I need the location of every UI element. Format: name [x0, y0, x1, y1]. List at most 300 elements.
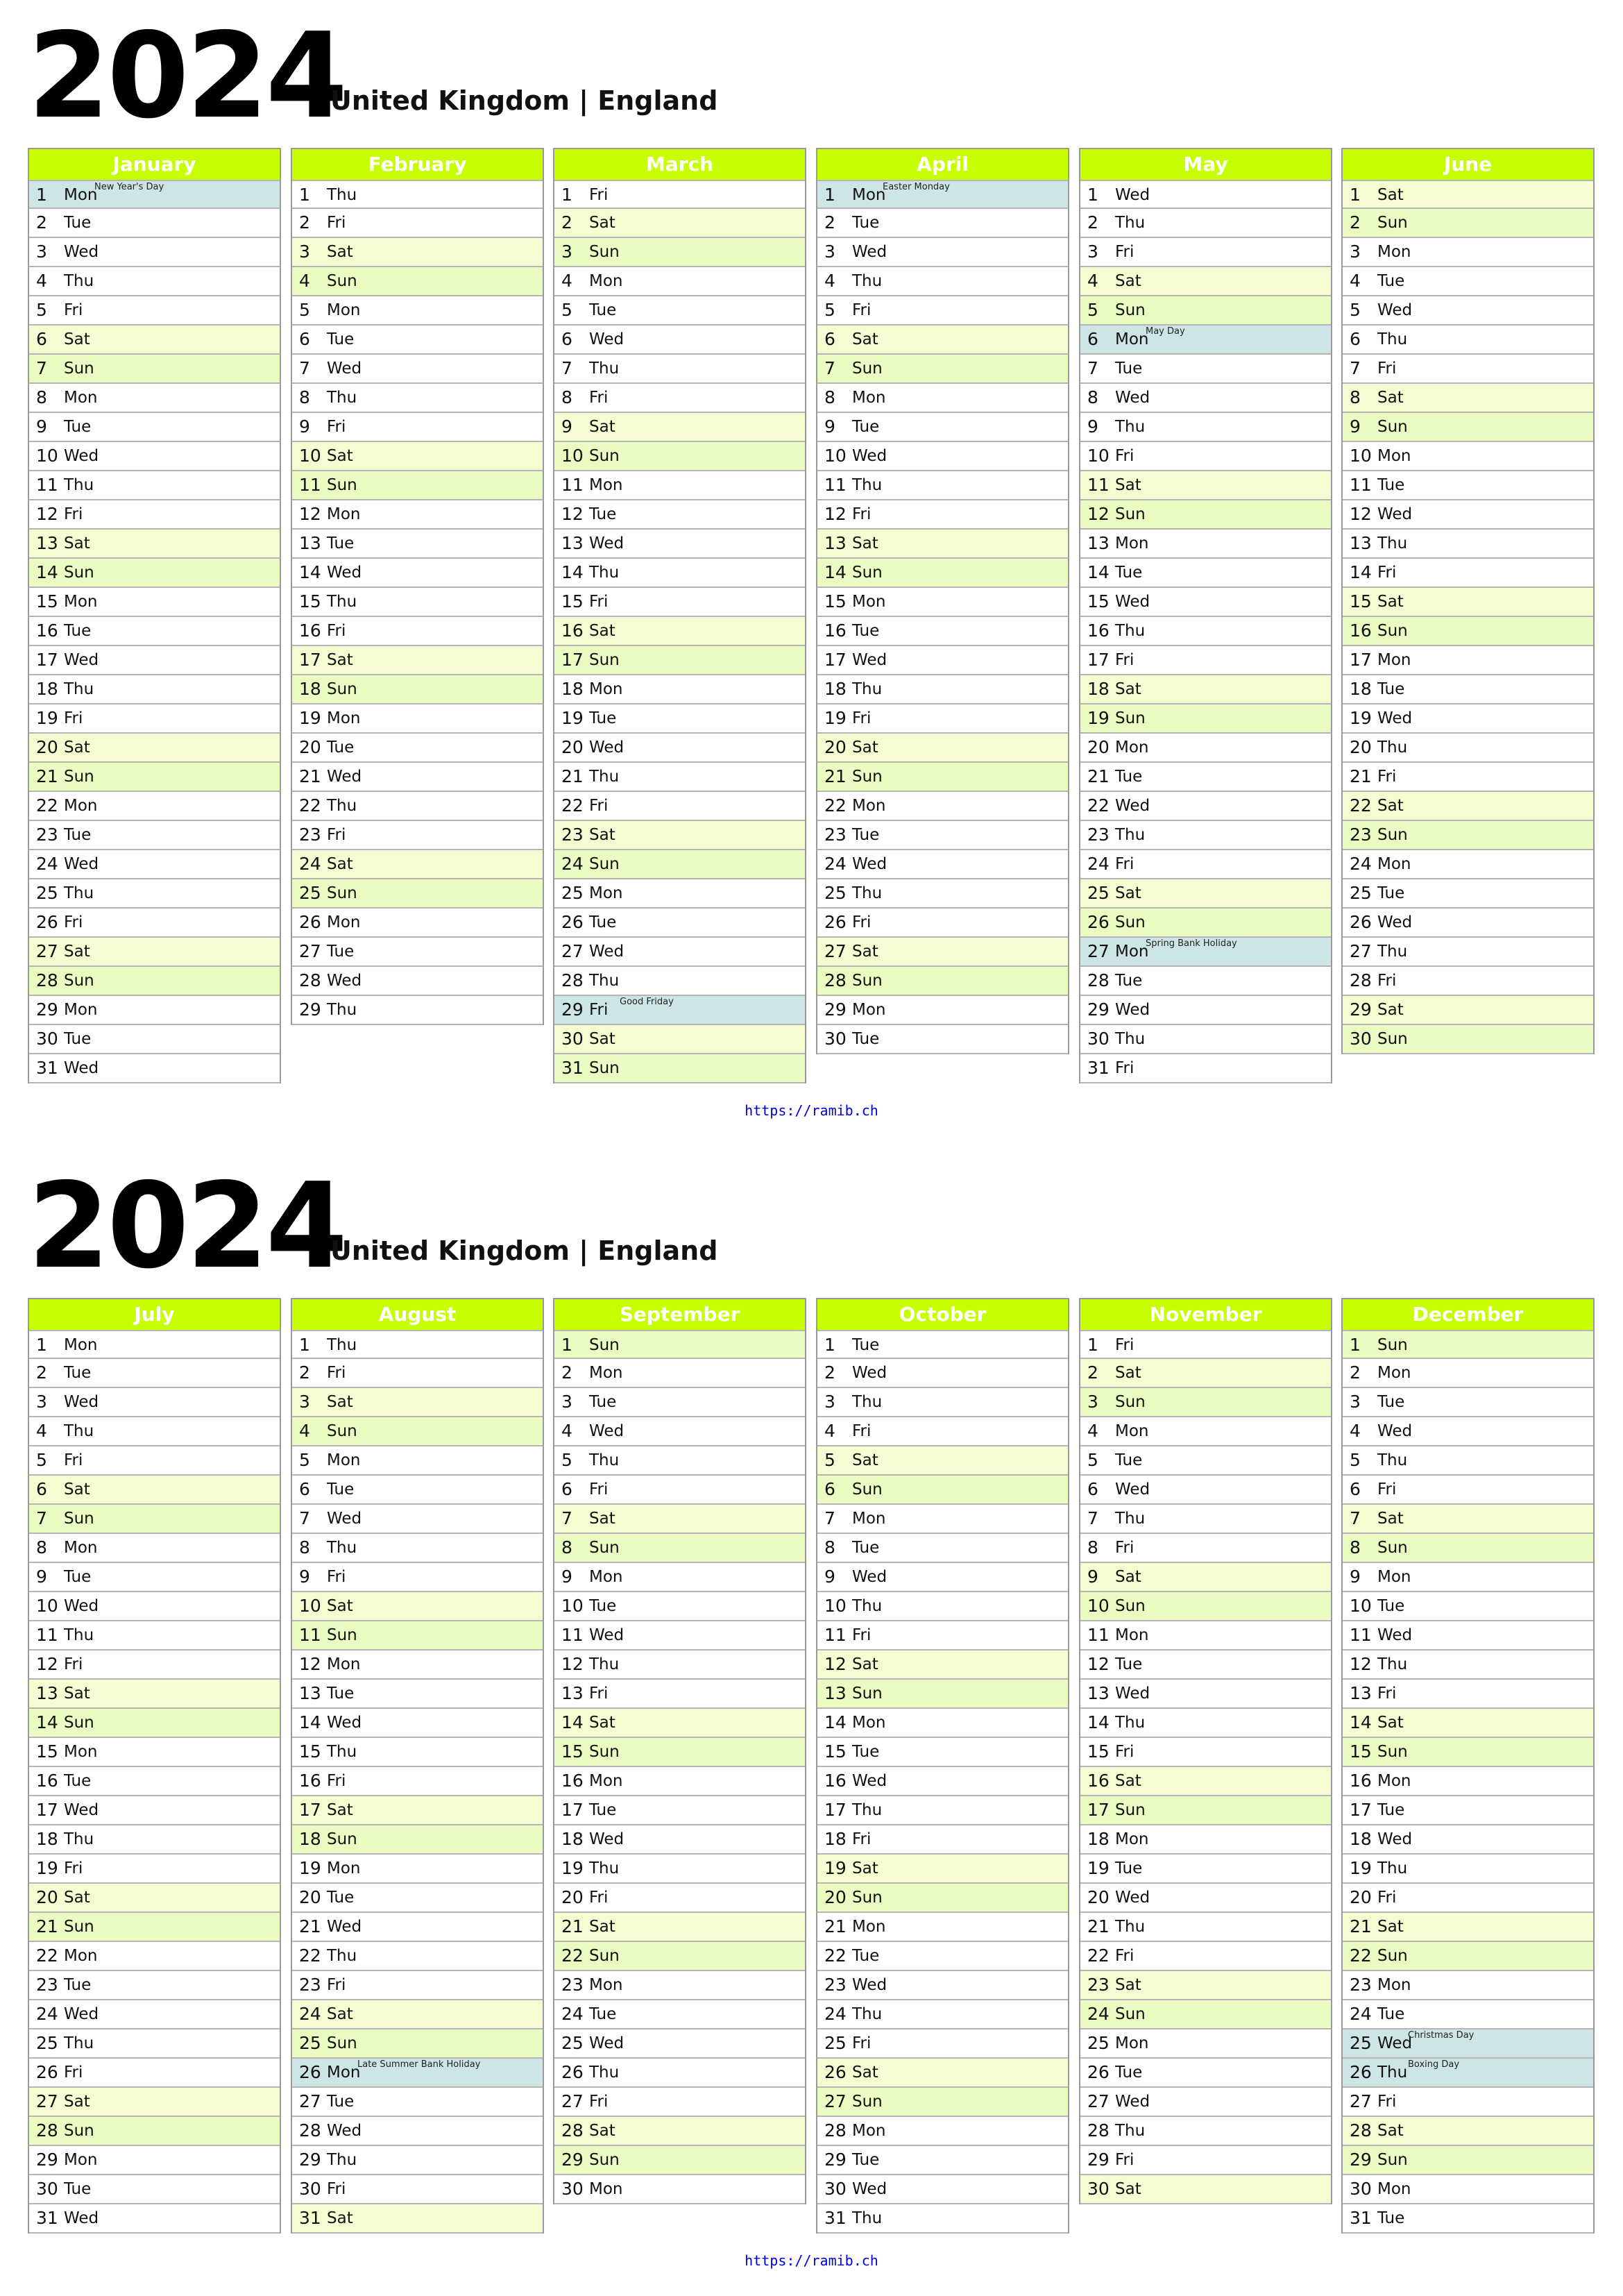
day-row — [292, 1680, 543, 1709]
day-number: 24 — [561, 854, 584, 874]
day-number: 1 — [1350, 1335, 1361, 1355]
day-row — [29, 413, 280, 442]
day-number: 24 — [1087, 2004, 1110, 2024]
day-number: 28 — [561, 2120, 584, 2141]
weekday-label: Mon — [852, 1510, 886, 1528]
day-row — [1343, 2088, 1593, 2117]
weekday-label: Sat — [852, 943, 878, 961]
day-row — [554, 296, 805, 326]
day-number: 4 — [299, 1421, 310, 1441]
day-number: 11 — [36, 1625, 58, 1645]
day-row — [29, 2029, 280, 2059]
weekday-label: Sat — [1115, 884, 1141, 902]
day-row — [1343, 1592, 1593, 1621]
weekday-label: Sun — [64, 360, 94, 378]
day-number: 4 — [299, 271, 310, 291]
day-row — [29, 2175, 280, 2204]
day-number: 4 — [824, 271, 835, 291]
day-row — [817, 500, 1068, 530]
weekday-label: Sat — [1115, 2180, 1141, 2198]
day-row — [817, 471, 1068, 500]
weekday-label: Tue — [327, 1480, 355, 1499]
day-number: 4 — [1350, 1421, 1361, 1441]
day-row — [554, 559, 805, 588]
day-row — [29, 1621, 280, 1651]
weekday-label: Fri — [1115, 1947, 1135, 1965]
weekday-label: Sat — [1377, 389, 1404, 407]
day-number: 6 — [36, 329, 47, 349]
weekday-label: Fri — [1377, 768, 1397, 786]
weekday-label: Thu — [1377, 330, 1408, 348]
footer-url[interactable]: https://ramib.ch — [745, 1102, 878, 1119]
day-number: 8 — [1087, 387, 1098, 407]
day-row — [1080, 1942, 1331, 1971]
day-number: 23 — [299, 1975, 321, 1995]
day-number: 25 — [824, 883, 847, 903]
day-row — [292, 1651, 543, 1680]
weekday-label: Mon — [64, 186, 98, 204]
weekday-label: Tue — [589, 1801, 617, 1819]
day-row — [817, 2029, 1068, 2059]
weekday-label: Mon — [852, 1918, 886, 1936]
day-row — [1343, 1330, 1593, 1359]
day-row — [292, 2117, 543, 2146]
weekday-label: Tue — [852, 1539, 880, 1557]
weekday-label: Wed — [1377, 1422, 1413, 1440]
weekday-label: Thu — [852, 2209, 883, 2227]
day-row — [292, 1884, 543, 1913]
weekday-label: Fri — [1377, 1685, 1397, 1703]
day-row — [1080, 675, 1331, 704]
weekday-label: Mon — [64, 797, 98, 815]
day-row — [1080, 1971, 1331, 2000]
weekday-label: Sun — [1115, 301, 1146, 319]
day-number: 2 — [1350, 1362, 1361, 1383]
day-row — [1080, 1825, 1331, 1855]
day-number: 15 — [561, 591, 584, 611]
day-number: 28 — [1087, 970, 1110, 990]
day-row — [29, 2146, 280, 2175]
day-row — [1343, 2146, 1593, 2175]
weekday-label: Thu — [852, 884, 883, 902]
day-row — [554, 1709, 805, 1738]
day-number: 19 — [36, 1858, 58, 1878]
weekday-label: Thu — [1115, 826, 1146, 844]
day-row — [1343, 792, 1593, 821]
weekday-label: Thu — [852, 1597, 883, 1615]
day-number: 2 — [824, 1362, 835, 1383]
day-number: 8 — [561, 1537, 572, 1558]
day-row — [1080, 2146, 1331, 2175]
day-row — [554, 1054, 805, 1083]
day-row — [1343, 238, 1593, 267]
day-number: 23 — [36, 1975, 58, 1995]
day-row — [29, 1330, 280, 1359]
day-number: 13 — [561, 1683, 584, 1703]
day-row — [1080, 267, 1331, 296]
day-number: 16 — [36, 621, 58, 641]
weekday-label: Sat — [1115, 476, 1141, 494]
day-number: 15 — [36, 591, 58, 611]
day-number: 3 — [299, 1392, 310, 1412]
day-row — [1343, 646, 1593, 675]
weekday-label: Sun — [327, 884, 357, 902]
weekday-label: Wed — [852, 1976, 887, 1994]
day-number: 25 — [299, 883, 321, 903]
day-row — [29, 734, 280, 763]
holiday-label: Christmas Day — [1408, 2030, 1475, 2041]
day-row — [554, 588, 805, 617]
weekday-label: Wed — [1115, 797, 1150, 815]
day-row — [554, 530, 805, 559]
weekday-label: Sat — [1377, 1001, 1404, 1019]
weekday-label: Sun — [64, 2122, 94, 2140]
day-row — [1343, 1767, 1593, 1796]
weekday-label: Sun — [589, 243, 620, 261]
weekday-label: Mon — [1377, 447, 1411, 465]
weekday-label: Tue — [1377, 2005, 1405, 2023]
day-number: 5 — [36, 300, 47, 320]
weekday-label: Wed — [64, 2209, 99, 2227]
year-title: 2024 — [28, 8, 346, 145]
day-number: 30 — [824, 2179, 847, 2199]
weekday-label: Sat — [1377, 797, 1404, 815]
day-number: 3 — [1350, 242, 1361, 262]
day-row — [1080, 1680, 1331, 1709]
month-august — [291, 1298, 544, 2234]
day-number: 13 — [824, 533, 847, 553]
day-row — [1080, 442, 1331, 471]
weekday-label: Sat — [1377, 593, 1404, 611]
weekday-label: Wed — [589, 1626, 624, 1644]
weekday-label: Tue — [1377, 2209, 1405, 2227]
day-row — [1080, 471, 1331, 500]
weekday-label: Sat — [589, 622, 615, 640]
weekday-label: Fri — [64, 1859, 83, 1877]
weekday-label: Wed — [852, 447, 887, 465]
day-row — [1343, 1563, 1593, 1592]
day-number: 7 — [299, 1508, 310, 1528]
weekday-label: Fri — [64, 301, 83, 319]
day-row — [554, 792, 805, 821]
day-number: 17 — [824, 1800, 847, 1820]
day-row — [817, 2059, 1068, 2088]
weekday-label: Sat — [852, 2063, 878, 2082]
weekday-label: Tue — [327, 1889, 355, 1907]
day-row — [1080, 180, 1331, 209]
day-number: 25 — [36, 2033, 58, 2053]
day-number: 18 — [36, 1829, 58, 1849]
day-row — [29, 879, 280, 909]
day-row — [817, 1563, 1068, 1592]
weekday-label: Wed — [852, 855, 887, 873]
day-number: 26 — [1350, 2062, 1372, 2082]
day-row — [292, 821, 543, 850]
holiday-label: Easter Monday — [883, 182, 950, 192]
holiday-label: Late Summer Bank Holiday — [357, 2059, 481, 2070]
weekday-label: Tue — [327, 534, 355, 552]
weekday-label: Tue — [1377, 272, 1405, 290]
day-number: 26 — [824, 2062, 847, 2082]
day-number: 10 — [36, 446, 58, 466]
day-row — [554, 1680, 805, 1709]
month-header: August — [292, 1298, 543, 1330]
day-number: 9 — [36, 1567, 47, 1587]
weekday-label: Sun — [852, 2093, 883, 2111]
day-number: 9 — [1350, 416, 1361, 437]
day-number: 18 — [299, 679, 321, 699]
day-row — [29, 1359, 280, 1388]
day-row — [1080, 559, 1331, 588]
weekday-label: Tue — [852, 1743, 880, 1761]
day-row — [1343, 1388, 1593, 1417]
day-row — [1080, 2175, 1331, 2204]
weekday-label: Mon — [1377, 1364, 1411, 1382]
day-row — [554, 326, 805, 355]
day-number: 14 — [561, 1712, 584, 1732]
weekday-label: Fri — [327, 826, 346, 844]
day-number: 22 — [824, 795, 847, 816]
day-row — [554, 384, 805, 413]
day-number: 10 — [299, 446, 321, 466]
day-row — [1080, 209, 1331, 238]
day-number: 27 — [824, 2091, 847, 2111]
day-row — [817, 1330, 1068, 1359]
weekday-label: Sat — [589, 1714, 615, 1732]
day-row — [1343, 1476, 1593, 1505]
day-row — [292, 763, 543, 792]
day-row — [292, 1330, 543, 1359]
day-number: 8 — [36, 1537, 47, 1558]
day-number: 18 — [1087, 679, 1110, 699]
weekday-label: Thu — [852, 2005, 883, 2023]
day-number: 1 — [1087, 1335, 1098, 1355]
footer-url[interactable]: https://ramib.ch — [745, 2252, 878, 2269]
day-row — [817, 1971, 1068, 2000]
day-number: 9 — [561, 416, 572, 437]
weekday-label: Fri — [1377, 2093, 1397, 2111]
day-number: 5 — [1350, 300, 1361, 320]
day-row — [1343, 530, 1593, 559]
day-row — [1080, 2000, 1331, 2029]
weekday-label: Thu — [852, 272, 883, 290]
day-number: 30 — [824, 1029, 847, 1049]
weekday-label: Sun — [327, 1830, 357, 1848]
day-row — [1080, 1534, 1331, 1563]
day-number: 21 — [824, 1916, 847, 1936]
weekday-label: Mon — [64, 1947, 98, 1965]
weekday-label: Sun — [852, 768, 883, 786]
day-number: 25 — [1087, 883, 1110, 903]
day-row — [1080, 530, 1331, 559]
day-row — [554, 1796, 805, 1825]
day-row — [554, 180, 805, 209]
day-row — [1080, 763, 1331, 792]
weekday-label: Tue — [64, 1976, 92, 1994]
weekday-label: Sun — [1377, 1030, 1408, 1048]
weekday-label: Wed — [589, 534, 624, 552]
weekday-label: Mon — [64, 1001, 98, 1019]
day-row — [29, 1855, 280, 1884]
day-number: 19 — [561, 1858, 584, 1878]
day-number: 14 — [299, 1712, 321, 1732]
day-row — [292, 792, 543, 821]
day-number: 25 — [824, 2033, 847, 2053]
day-number: 19 — [299, 1858, 321, 1878]
weekday-label: Fri — [64, 1451, 83, 1469]
day-number: 29 — [36, 2150, 58, 2170]
day-number: 5 — [824, 1450, 835, 1470]
day-number: 4 — [36, 271, 47, 291]
day-row — [292, 1359, 543, 1388]
weekday-label: Sun — [64, 564, 94, 582]
day-number: 28 — [299, 970, 321, 990]
weekday-label: Thu — [852, 476, 883, 494]
weekday-label: Thu — [589, 1859, 620, 1877]
day-row — [1343, 1825, 1593, 1855]
day-number: 7 — [36, 1508, 47, 1528]
day-number: 15 — [1350, 591, 1372, 611]
day-row — [817, 1621, 1068, 1651]
day-row — [1343, 1855, 1593, 1884]
day-row — [1343, 1884, 1593, 1913]
day-row — [29, 471, 280, 500]
country-subtitle: United Kingdom | England — [330, 85, 718, 116]
day-row — [554, 413, 805, 442]
weekday-label: Fri — [1115, 2151, 1135, 2169]
day-row — [554, 1534, 805, 1563]
weekday-label: Tue — [1377, 1393, 1405, 1411]
weekday-label: Wed — [327, 1510, 362, 1528]
month-header: January — [29, 148, 280, 180]
day-row — [292, 617, 543, 646]
day-row — [1080, 2117, 1331, 2146]
weekday-label: Wed — [589, 738, 624, 757]
day-row — [554, 2117, 805, 2146]
weekday-label: Sat — [589, 1510, 615, 1528]
day-row — [554, 967, 805, 996]
day-number: 26 — [36, 912, 58, 932]
weekday-label: Wed — [327, 2122, 362, 2140]
weekday-label: Mon — [64, 389, 98, 407]
weekday-label: Sun — [1377, 826, 1408, 844]
day-number: 8 — [1087, 1537, 1098, 1558]
day-row — [817, 180, 1068, 209]
weekday-label: Sun — [852, 1889, 883, 1907]
weekday-label: Wed — [1377, 913, 1413, 931]
weekday-label: Thu — [327, 797, 357, 815]
day-row — [554, 1330, 805, 1359]
day-number: 5 — [561, 300, 572, 320]
weekday-label: Sat — [64, 1889, 90, 1907]
day-row — [817, 1913, 1068, 1942]
weekday-label: Fri — [589, 593, 609, 611]
day-row — [29, 267, 280, 296]
weekday-label: Mon — [589, 884, 623, 902]
day-number: 25 — [299, 2033, 321, 2053]
day-row — [554, 646, 805, 675]
weekday-label: Sat — [1377, 1714, 1404, 1732]
weekday-label: Tue — [327, 738, 355, 757]
day-number: 8 — [1350, 387, 1361, 407]
weekday-label: Mon — [852, 797, 886, 815]
weekday-label: Mon — [327, 1859, 361, 1877]
day-row — [817, 1651, 1068, 1680]
day-number: 8 — [299, 387, 310, 407]
weekday-label: Mon — [64, 2151, 98, 2169]
day-number: 14 — [1350, 1712, 1372, 1732]
day-number: 17 — [561, 1800, 584, 1820]
weekday-label: Fri — [852, 1422, 872, 1440]
day-row — [554, 209, 805, 238]
weekday-label: Thu — [327, 1743, 357, 1761]
day-number: 13 — [1350, 533, 1372, 553]
day-row — [29, 2000, 280, 2029]
day-row — [1343, 1359, 1593, 1388]
day-number: 7 — [824, 1508, 835, 1528]
weekday-label: Sun — [589, 1336, 620, 1354]
day-row — [1080, 1651, 1331, 1680]
day-row — [29, 1709, 280, 1738]
weekday-label: Fri — [852, 301, 872, 319]
weekday-label: Fri — [64, 709, 83, 727]
day-number: 14 — [299, 562, 321, 582]
day-row — [292, 909, 543, 938]
day-number: 2 — [561, 212, 572, 233]
day-number: 13 — [1350, 1683, 1372, 1703]
weekday-label: Sat — [1377, 2122, 1404, 2140]
day-row — [817, 2175, 1068, 2204]
day-row — [1343, 1417, 1593, 1446]
weekday-label: Sun — [1115, 1801, 1146, 1819]
weekday-label: Sat — [852, 738, 878, 757]
day-row — [29, 1651, 280, 1680]
day-number: 3 — [561, 1392, 572, 1412]
day-number: 29 — [1350, 2150, 1372, 2170]
day-number: 23 — [561, 1975, 584, 1995]
month-header: February — [292, 148, 543, 180]
day-row — [292, 704, 543, 734]
day-number: 11 — [1350, 475, 1372, 495]
day-row — [292, 850, 543, 879]
day-row — [292, 1738, 543, 1767]
weekday-label: Mon — [1377, 243, 1411, 261]
day-row — [292, 1767, 543, 1796]
day-row — [1080, 821, 1331, 850]
weekday-label: Sat — [327, 1801, 353, 1819]
weekday-label: Mon — [1115, 1830, 1149, 1848]
day-row — [1343, 938, 1593, 967]
day-row — [817, 442, 1068, 471]
day-row — [292, 1534, 543, 1563]
weekday-label: Tue — [1377, 476, 1405, 494]
weekday-label: Mon — [852, 389, 886, 407]
weekday-label: Fri — [64, 505, 83, 523]
day-number: 5 — [561, 1450, 572, 1470]
day-number: 22 — [1350, 795, 1372, 816]
day-row — [292, 1563, 543, 1592]
day-row — [817, 588, 1068, 617]
weekday-label: Fri — [589, 1889, 609, 1907]
day-number: 22 — [561, 1945, 584, 1966]
day-number: 23 — [824, 825, 847, 845]
weekday-label: Thu — [1377, 1451, 1408, 1469]
day-number: 18 — [824, 679, 847, 699]
day-number: 26 — [824, 912, 847, 932]
day-row — [29, 1505, 280, 1534]
weekday-label: Sat — [327, 855, 353, 873]
day-row — [29, 909, 280, 938]
